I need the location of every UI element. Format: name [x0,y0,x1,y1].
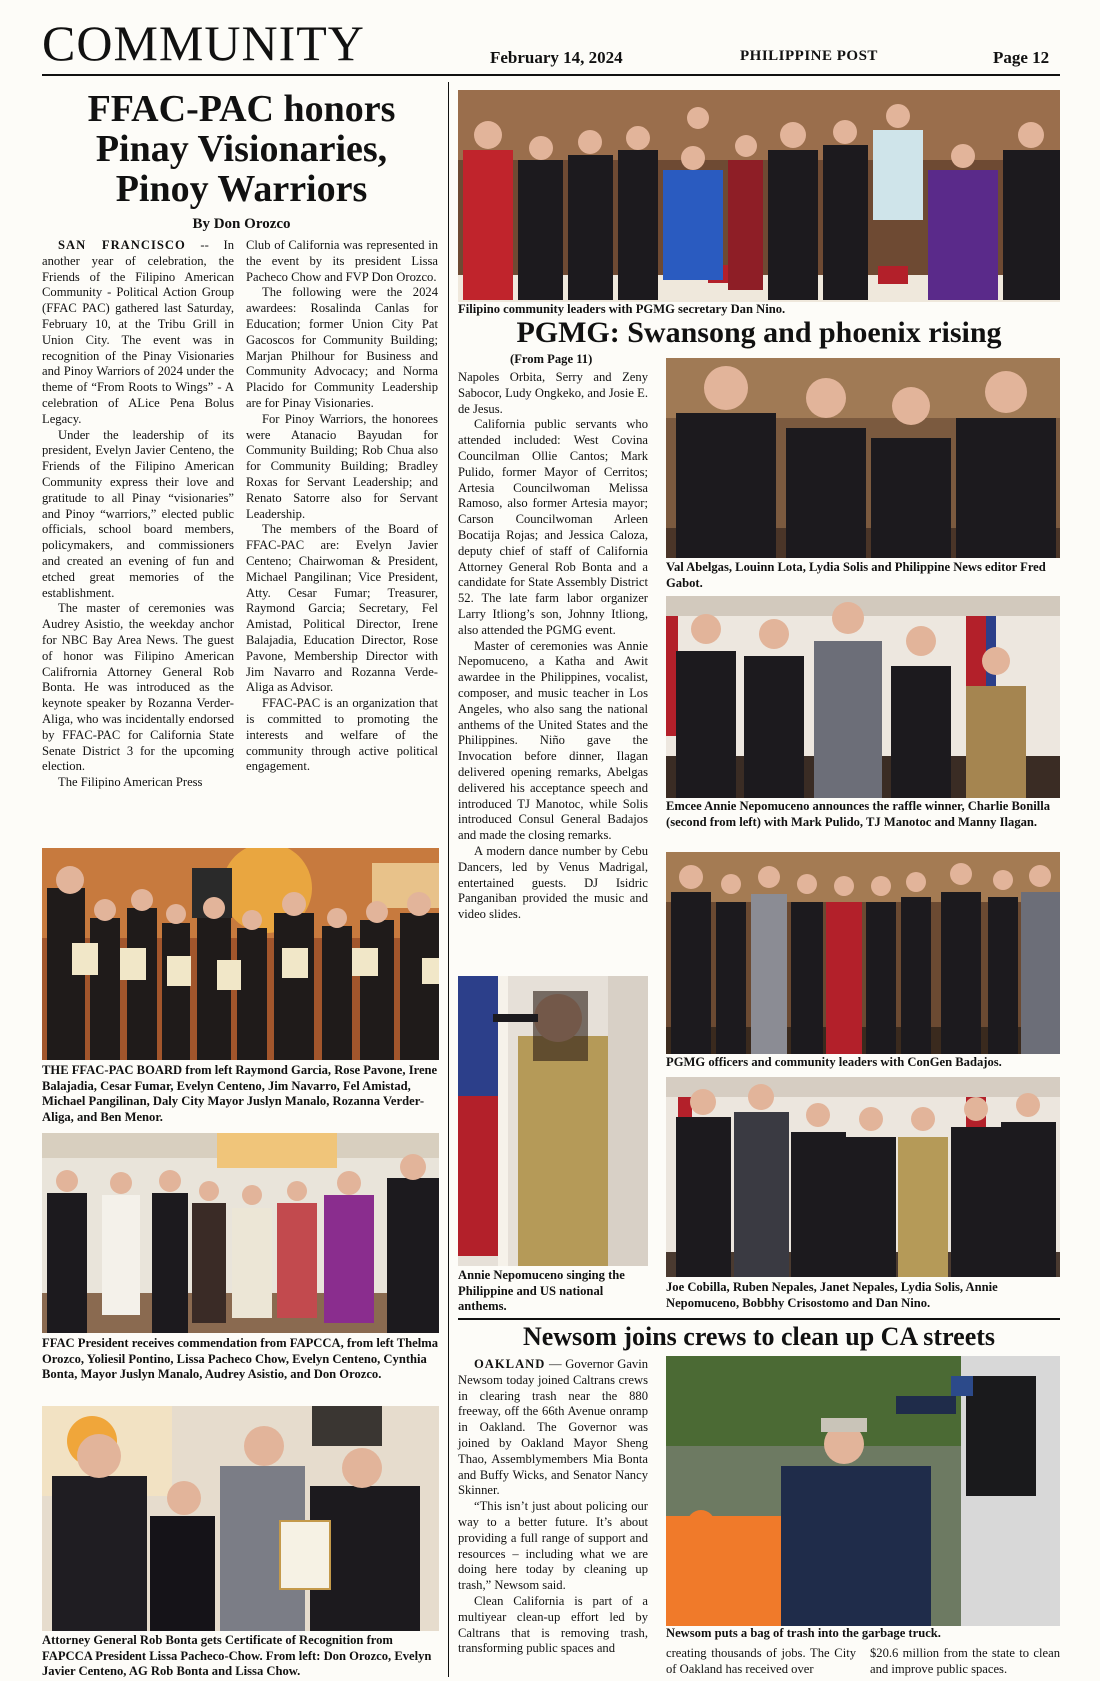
article3-continued-mid: creating thousands of jobs. The City of Oakland has received over [666,1646,856,1676]
paragraph: Clean California is part of a multiyear clean-up effort led by Caltrans that is removing trash, transforming public spaces and [458,1593,648,1656]
paragraph: Master of ceremonies was Annie Nepomuceno, a Katha and Awit awardee in the Philippines, vocalist, composer, and music teacher in Los Angeles, who also sang the national anthems of the United States and the Philippines. Niño gave the Invocation before dinner, Ilagan delivered opening remarks, Abelgas delivered his acceptance speech and introduced TJ Manotoc, while Solis introduced Consul General Badajos and made the closing remarks. [458,638,648,843]
masthead-rule [42,74,1060,76]
headline-line: FFAC-PAC honors [87,88,396,130]
article1-column-1 [42,238,234,791]
officers-caption: PGMG officers and community leaders with ConGen Badajos. [666,1055,1002,1069]
section-title: COMMUNITY [42,15,365,71]
headline-line: Pinay Visionaries, [95,127,388,170]
dateline: SAN FRANCISCO [58,238,186,252]
column-divider [448,82,449,1677]
article2-headline: PGMG: Swansong and phoenix rising [516,316,1002,349]
paragraph: The members of the Board of FFAC-PAC are: Evelyn Javier Centeno; Chairwoman & President, Michael Pangilinan; Vice President, Atty. Cesar Fumar; Treasurer, Raymond Garcia; Secretary, Fel Amistad, Political Director, Irene Balajadia, Education Director, Rose Pavone, Membership Director with Jim Navarro and Rozanna Verde-Aliga as Advisor. [246,522,438,695]
singing-caption: Annie Nepomuceno singing the Philippine and US national anthems. [458,1268,625,1313]
paragraph: For Pinoy Warriors, the honorees were Atanacio Bayudan for Community Building; Rob Chua also for Community Building; Bradley Roxas for Servant Leadership; and Renato Satorre also for Servant Leadership. [246,411,438,521]
dateline: OAKLAND [474,1357,546,1371]
officers-photo [666,852,1060,1054]
article1-headline [44,90,439,210]
paragraph: “This isn’t just about policing our way to a better future. It’s about providing a full range of support and resources – including what we are doing here today by cleaning up trash,” Newsom said. [458,1499,648,1593]
val-abelgas-caption: Val Abelgas, Louinn Lota, Lydia Solis and Philippine News editor Fred Gabot. [666,560,1046,590]
paragraph: FFAC-PAC is an organization that is committed to promoting the interests and welfare of the community through active political engagement. [246,696,438,774]
newsom-photo [666,1356,1060,1626]
paragraph: The master of ceremonies was Audrey Asistio, the weekday anchor for NBC Bay Area News. The guest of honor was Filipino American Califrornia Attorney General Rob Bonta. He was introduced as the keynote speaker by Rozanna Verder-Aliga, who was incidentally endorsed by FFAC-PAC for California State Senate District 3 for the upcoming election. [42,601,234,774]
article3-headline: Newsom joins crews to clean up CA streets [522,1322,996,1351]
paragraph: Club of California was represented in the event by its president Lissa Pacheco Chow and FVP Don Orozco. [246,238,438,284]
community-leaders-photo [458,90,1060,302]
article1-column-2 [246,238,438,775]
commendation-photo-caption: FFAC President receives commendation from FAPCCA, from left Thelma Orozco, Yoliesil Pontino, Lissa Pacheco Chow, Evelyn Centeno, Cynthia Bonta, Mayor Juslyn Manalo, Audrey Asistio, and Don Orozco. [42,1336,439,1381]
commendation-photo [42,1133,439,1333]
singing-photo [458,976,648,1266]
page-number: Page 12 [993,48,1050,67]
issue-date: February 14, 2024 [490,48,623,67]
paragraph: The Filipino American Press [58,775,203,790]
community-leaders-caption: Filipino community leaders with PGMG secretary Dan Nino. [458,302,786,316]
paragraph: A modern dance number by Cebu Dancers, led by Venus Madrigal, entertained guests. DJ Isidric Panganiban provided the music and video slides. [458,843,648,922]
jump-line: (From Page 11) [510,352,593,366]
board-photo-caption: THE FFAC-PAC BOARD from left Raymond Garcia, Rose Pavone, Irene Balajadia, Cesar Fumar, Evelyn Centeno, Jim Navarro, Fel Amistad, Michael Pangilinan, Daly City Mayor Juslyn Manalo, Rozanna Verder-Aliga, and Ben Menor. [42,1063,438,1124]
paragraph: California public servants who attended included: West Covina Councilman Ollie Cantos; Mark Pulido, former Mayor of Cerritos; Artesia Councilwoman Melissa Ramoso, also former Artesia mayor; Carson Councilwoman Arleen Bocatija Rojas; and Jessica Caloza, deputy chief of staff of California Attorney General Rob Bonta and a candidate for State Assembly District 52. The late farm labor organizer Larry Itliong’s son, Johnny Itliong, also attended the PGMG event. [458,417,648,637]
emcee-caption: Emcee Annie Nepomuceno announces the raffle winner, Charlie Bonilla (second from left) with Mark Pulido, TJ Manotoc and Manny Ilagan. [666,799,1050,829]
article3-body [458,1357,648,1657]
board-photo [42,848,439,1060]
paragraph: Napoles Orbita, Serry and Zeny Sabocor, Ludy Ongkeko, and Josie E. de Jesus. [458,370,648,416]
article3-continued-right: $20.6 million from the state to clean and improve public spaces. [870,1646,1060,1676]
paragraph: OAKLAND — Governor Gavin Newsom today joined Caltrans crews in clearing trash near the 880 freeway, off the 66th Avenue onramp in Oakland. The Governor was joined by Oakland Mayor Sheng Thao, Assemblymembers Mia Bonta and Buffy Wicks, and Senator Nancy Skinner. [458,1357,648,1498]
article2-body [458,370,648,923]
bonta-photo-caption: Attorney General Rob Bonta gets Certificate of Recognition from FAPCCA President Lissa Pacheco-Chow. From left: Don Orozco, Evelyn Javier Centeno, AG Rob Bonta and Lissa Chow. [42,1633,432,1678]
paper-name: PHILIPPINE POST [740,48,878,64]
article1-byline: By Don Orozco [192,216,291,232]
paragraph: Under the leadership of its president, Evelyn Javier Centeno, the Friends of the Filipino American Community express their love and gratitude to all Pinay “visionaries” and Pinoy “warriors,” elected public officials, school board members, policymakers, and commissioners and created an evening of fun and etched great memories of the establishment. [42,427,234,600]
article3-rule [458,1318,1060,1320]
newsom-caption: Newsom puts a bag of trash into the garbage truck. [666,1626,941,1640]
emcee-photo [666,596,1060,798]
bonta-photo [42,1406,439,1631]
joe-cobilla-caption: Joe Cobilla, Ruben Nepales, Janet Nepales, Lydia Solis, Annie Nepomuceno, Bobbhy Crisostomo and Dan Nino. [666,1280,998,1310]
paragraph: SAN FRANCISCO -- In another year of celebration, the Friends of the Filipino American Community - Political Action Group (FFAC PAC) gathered last Saturday, February 10, at the Tribu Grill in Union City. The event was in recognition of the Pinay Visionaries and Pinoy Warriors of 2024 under the theme of “From Roots to Wings” - A celebration of ALice Pena Bolus Legacy. [42,238,234,426]
paragraph: The following were the 2024 awardees: Rosalinda Canlas for Education; former Union City Pat Gacoscos for Community Building; Marjan Philhour for Business and Community Advocacy; and Norma Placido for Community Leadership are for Pinay Visionaries. [246,285,438,410]
joe-cobilla-photo [666,1077,1060,1277]
val-abelgas-photo [666,358,1060,558]
headline-line: Pinoy Warriors [115,167,368,210]
